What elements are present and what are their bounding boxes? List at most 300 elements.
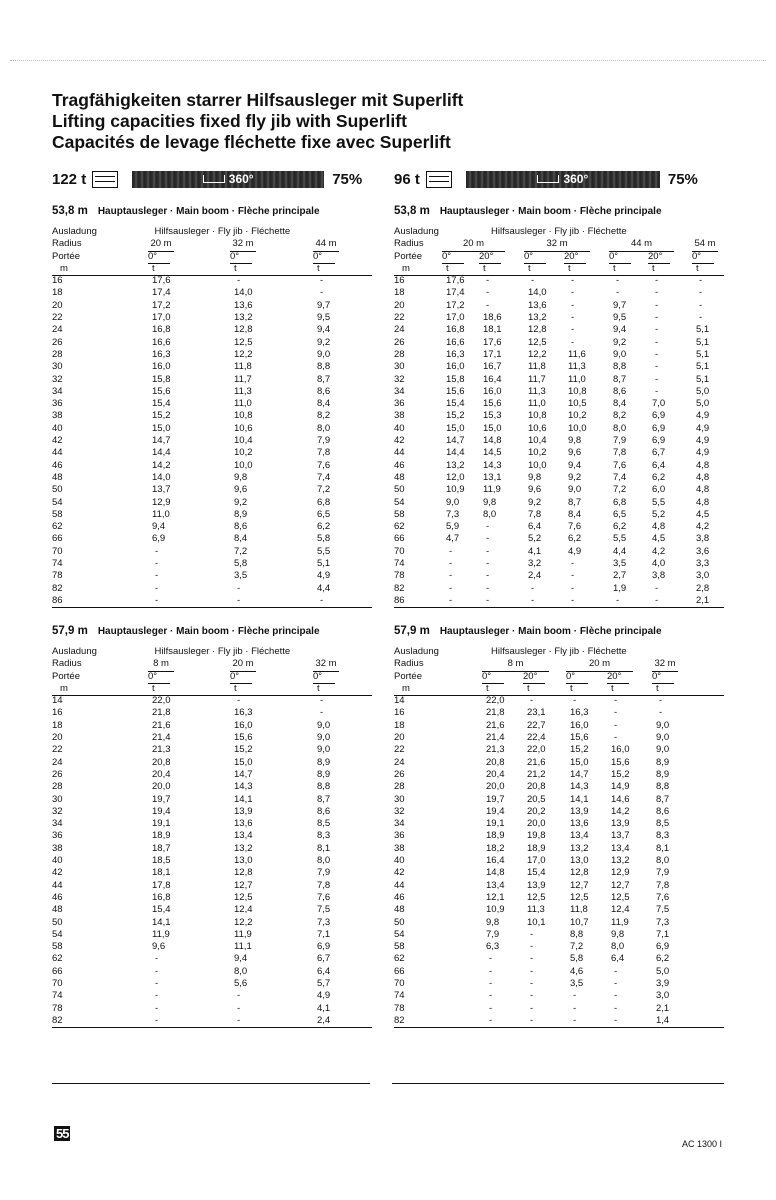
capacity-value: 3,6 [696,545,710,557]
radius-value: 40 [394,422,405,434]
capacity-value: - [655,373,659,385]
capacity-value: 6,9 [152,533,166,545]
capacity-value: 6,7 [317,953,331,965]
radius-value: 20 [394,299,405,311]
capacity-value: 9,0 [656,744,670,756]
table-row [52,558,372,570]
capacity-value: 13,2 [234,312,253,324]
capacity-value: 4,9 [696,435,710,447]
capacity-value: 14,3 [483,459,502,471]
radius-label-en: Radius [394,658,424,670]
radius-value: 46 [394,459,405,471]
capacity-value: - [237,594,241,606]
radius-label-fr: Portée [394,250,422,262]
radius-value: 32 [52,373,63,385]
table-row [52,337,372,349]
radius-value: 48 [52,904,63,916]
footer-rule-left [52,1083,370,1084]
capacity-value: 4,9 [317,570,331,582]
capacity-value: 7,8 [656,879,670,891]
capacity-value: 4,9 [568,545,582,557]
capacity-value: 11,9 [483,484,501,496]
capacity-value: 15,0 [570,756,589,768]
capacity-value: 6,4 [317,965,331,977]
unit-ton: t [570,682,573,694]
title-german: Tragfähigkeiten starrer Hilfsausleger mit Superlift [52,90,464,110]
capacity-table [394,646,724,1027]
capacity-value: 14,1 [152,916,171,928]
capacity-value: 4,8 [696,484,710,496]
table-row [52,435,372,447]
radius-value: 28 [394,781,405,793]
capacity-value: 2,4 [317,1014,331,1026]
capacity-value: 14,1 [234,793,253,805]
capacity-value: 11,7 [234,373,252,385]
capacity-value: 3,5 [570,978,584,990]
capacity-value: 16,4 [486,855,505,867]
capacity-value: 10,9 [486,904,505,916]
capacity-value: 13,2 [234,842,253,854]
capacity-value: - [655,299,659,311]
capacity-value: - [573,990,577,1002]
capacity-value: - [614,990,618,1002]
capacity-value: 6,2 [656,953,670,965]
radius-value: 74 [52,558,63,570]
table-row [394,570,724,582]
table-row [394,497,724,509]
capacity-value: 10,8 [234,410,253,422]
capacity-value: - [489,953,493,965]
table-row [52,990,372,1002]
jib-length: 20 m [230,658,256,671]
unit-ton: t [446,262,449,274]
jib-length: 32 m [313,658,339,671]
capacity-value: - [571,275,575,287]
capacity-value: 8,4 [568,508,582,520]
jib-length: 20 m [148,238,174,251]
radius-value: 62 [52,953,63,965]
table-row [52,324,372,336]
jib-angle: 0° [609,251,631,264]
radius-value: 26 [394,768,405,780]
capacity-value: 12,9 [152,496,171,508]
unit-ton: t [483,262,486,274]
capacity-value: - [655,275,659,287]
fly-jib-label: Hilfsausleger · Fly jib · Fléchette [154,646,291,657]
table-row [52,300,372,312]
unit-meter: m [402,682,410,694]
radius-value: 58 [394,941,405,953]
capacity-value: 18,9 [152,830,171,842]
capacity-value: 19,4 [486,805,505,817]
capacity-value: 18,6 [483,312,502,324]
radius-value: 48 [394,471,405,483]
capacity-value: 15,4 [527,867,546,879]
capacity-value: 13,2 [611,855,630,867]
radius-value: 18 [394,719,405,731]
capacity-value: 4,2 [652,545,666,557]
capacity-value: - [486,558,490,570]
capacity-value: 3,5 [613,558,627,570]
capacity-value: 8,0 [483,508,497,520]
counterweight-icon [426,171,452,188]
jib-angle: 0° [230,251,252,264]
capacity-value: 13,1 [483,471,502,483]
capacity-value: - [571,287,575,299]
unit-ton: t [652,262,655,274]
capacity-value: - [571,299,575,311]
capacity-value: 14,0 [528,287,547,299]
capacity-value: 18,7 [152,842,171,854]
capacity-value: 10,0 [234,459,253,471]
table-row [394,583,724,595]
capacity-value: - [486,582,490,594]
capacity-value: 12,4 [611,904,630,916]
radius-value: 50 [52,484,63,496]
table-row [394,386,724,398]
capacity-value: - [155,990,159,1002]
capacity-value: - [449,545,453,557]
jib-length: 54 m [692,238,718,251]
capacity-value: 7,2 [234,545,248,557]
radius-value: 42 [52,867,63,879]
radius-value: 40 [394,855,405,867]
capacity-value: 17,1 [483,348,502,360]
radius-value: 38 [394,842,405,854]
capacity-value: 20,4 [152,768,171,780]
capacity-value: 9,8 [611,928,625,940]
capacity-value: 16,6 [152,336,171,348]
capacity-table [394,226,724,607]
capacity-value: 9,5 [317,312,331,324]
capacity-value: - [155,594,159,606]
capacity-value: 3,8 [652,570,666,582]
capacity-value: 19,1 [486,818,505,830]
capacity-value: 21,3 [486,744,505,756]
capacity-value: 3,5 [234,570,248,582]
jib-angle: 20° [648,251,670,264]
capacity-value: 5,5 [613,533,627,545]
capacity-value: 20,5 [527,793,546,805]
capacity-value: 17,6 [152,275,171,287]
capacity-value: - [155,545,159,557]
capacity-value: 16,0 [611,744,630,756]
radius-value: 20 [52,732,63,744]
capacity-value: 6,7 [652,447,666,459]
radius-value: 36 [394,830,405,842]
capacity-value: 11,9 [611,916,629,928]
capacity-value: 7,1 [317,928,331,940]
capacity-value: 9,2 [317,336,331,348]
radius-value: 62 [394,953,405,965]
table-row [52,312,372,324]
table-bottom-rule [52,1027,372,1028]
unit-ton: t [152,682,155,694]
capacity-value: 13,7 [611,830,630,842]
capacity-value: 12,2 [528,348,547,360]
radius-value: 70 [52,978,63,990]
capacity-value: 13,4 [570,830,589,842]
capacity-value: - [530,965,534,977]
capacity-value: 3,3 [696,558,710,570]
capacity-value: - [486,594,490,606]
radius-value: 14 [52,695,63,707]
radius-value: 54 [52,496,63,508]
units-row [52,683,372,695]
capacity-value: 17,8 [152,879,171,891]
capacity-value: 14,0 [234,287,253,299]
percent-value: 75% [332,170,363,188]
capacity-value: - [489,978,493,990]
table-row [52,484,372,496]
radius-value: 62 [52,521,63,533]
jib-length: 8 m [482,658,549,671]
table-row [394,287,724,299]
table-row [52,707,372,719]
capacity-value: 12,4 [234,904,253,916]
radius-value: 58 [394,508,405,520]
capacity-value: 21,2 [527,768,546,780]
radius-value: 38 [394,410,405,422]
capacity-value: 9,0 [317,744,331,756]
table-row [394,374,724,386]
capacity-value: 8,2 [317,410,331,422]
capacity-value: 9,0 [656,732,670,744]
capacity-value: 10,5 [568,398,587,410]
capacity-value: 7,9 [486,928,500,940]
table-row [52,447,372,459]
capacity-value: 8,8 [570,928,584,940]
radius-value: 54 [394,928,405,940]
table-row [394,794,724,806]
crane-symbol-icon [537,175,559,183]
capacity-value: 11,8 [234,361,252,373]
radius-value: 26 [52,768,63,780]
capacity-value: 8,8 [317,361,331,373]
capacity-value: 13,0 [570,855,589,867]
radius-value: 30 [394,793,405,805]
capacity-value: 17,6 [483,336,502,348]
radius-value: 22 [394,744,405,756]
table-row [394,818,724,830]
capacity-value: 22,4 [527,732,546,744]
table-row [394,707,724,719]
table-row [52,978,372,990]
jib-angle: 0° [652,671,674,684]
capacity-value: - [571,570,575,582]
table-row [52,533,372,545]
capacity-value: 8,0 [656,855,670,867]
radius-value: 28 [52,781,63,793]
capacity-value: 15,0 [152,422,171,434]
capacity-value: 6,4 [528,521,542,533]
capacity-value: - [489,1014,493,1026]
jib-angle: 0° [692,251,714,264]
table-row [394,806,724,818]
capacity-value: - [530,978,534,990]
capacity-value: 9,0 [317,719,331,731]
unit-meter: m [60,262,68,274]
capacity-value: 22,0 [527,744,546,756]
capacity-value: - [699,275,703,287]
capacity-value: 8,0 [317,422,331,434]
radius-value: 46 [52,459,63,471]
capacity-value: - [614,695,618,707]
capacity-value: 16,3 [152,348,171,360]
capacity-value: 9,8 [234,471,248,483]
capacity-value: 12,5 [570,891,589,903]
radius-label-de: Ausladung [52,646,97,657]
capacity-value: 14,0 [152,471,171,483]
table-row [394,423,724,435]
capacity-value: 17,2 [446,299,465,311]
radius-value: 82 [394,582,405,594]
capacity-value: - [573,1002,577,1014]
capacity-value: 10,4 [234,435,253,447]
radius-value: 26 [394,336,405,348]
capacity-value: 4,7 [446,533,460,545]
table-row [52,695,372,707]
capacity-value: 14,2 [152,459,171,471]
capacity-value: 15,0 [234,756,253,768]
capacity-value: - [699,299,703,311]
radius-value: 86 [394,594,405,606]
capacity-value: 8,6 [613,385,627,397]
capacity-value: 11,0 [568,373,586,385]
capacity-value: 14,4 [446,447,465,459]
table-row [394,781,724,793]
capacity-value: 5,1 [317,558,331,570]
section-title [52,205,320,217]
capacity-value: - [655,348,659,360]
radius-label-en: Radius [52,238,82,250]
header-row [394,251,724,263]
table-row [394,349,724,361]
capacity-value: 12,5 [234,336,253,348]
table-row [52,497,372,509]
radius-value: 54 [394,496,405,508]
capacity-value: 10,6 [528,422,547,434]
table-row [394,966,724,978]
capacity-value: - [449,582,453,594]
capacity-value: 8,0 [234,965,248,977]
capacity-value: - [155,978,159,990]
capacity-value: 10,4 [528,435,547,447]
capacity-value: 16,3 [234,707,253,719]
radius-label-fr: Portée [52,250,80,262]
capacity-value: 1,9 [613,582,627,594]
capacity-value: 11,3 [568,361,586,373]
capacity-value: 17,4 [152,287,171,299]
table-row [394,324,724,336]
capacity-value: - [530,928,534,940]
capacity-value: 8,9 [656,768,670,780]
radius-value: 32 [394,373,405,385]
capacity-value: 8,9 [234,508,248,520]
capacity-value: 7,3 [317,916,331,928]
radius-value: 34 [394,385,405,397]
capacity-value: 13,2 [446,459,465,471]
radius-value: 82 [52,1014,63,1026]
capacity-value: 8,6 [234,521,248,533]
capacity-value: 21,4 [152,732,171,744]
boom-length: 57,9 m [394,625,430,637]
radius-value: 36 [394,398,405,410]
capacity-value: 10,9 [446,484,465,496]
radius-value: 48 [52,471,63,483]
capacity-value: 11,3 [234,385,252,397]
table-row [394,337,724,349]
jib-length: 44 m [313,238,339,251]
capacity-value: 13,6 [234,818,253,830]
capacity-value: 6,2 [613,521,627,533]
capacity-value: 17,0 [446,312,465,324]
table-row [394,953,724,965]
table-row [52,966,372,978]
radius-value: 38 [52,842,63,854]
capacity-value: - [616,594,620,606]
capacity-value: 7,6 [317,891,331,903]
capacity-value: 19,7 [486,793,505,805]
radius-value: 48 [394,904,405,916]
capacity-value: 8,6 [317,805,331,817]
header-row [394,671,724,683]
capacity-value: 16,0 [483,385,502,397]
table-row [52,398,372,410]
table-row [52,757,372,769]
radius-value: 34 [52,385,63,397]
capacity-value: - [530,1002,534,1014]
capacity-value: 20,0 [152,781,171,793]
capacity-value: 4,9 [696,422,710,434]
jib-length: 32 m [524,238,590,251]
capacity-value: - [530,941,534,953]
capacity-value: 13,9 [570,805,589,817]
capacity-value: 8,8 [613,361,627,373]
capacity-value: 5,0 [656,965,670,977]
model-code: AC 1300 I [682,1139,723,1149]
table-row [52,521,372,533]
capacity-value: - [699,312,703,324]
radius-value: 22 [52,312,63,324]
radius-value: 44 [394,447,405,459]
table-row [52,929,372,941]
capacity-value: 14,3 [570,781,589,793]
capacity-value: 9,2 [528,496,542,508]
capacity-value: - [616,275,620,287]
capacity-value: 19,8 [527,830,546,842]
capacity-value: 12,0 [446,471,465,483]
capacity-value: 15,2 [152,410,171,422]
capacity-value: 15,4 [152,904,171,916]
table-row [394,917,724,929]
jib-angle: 0° [524,251,546,264]
capacity-value: - [655,312,659,324]
table-row [52,374,372,386]
capacity-value: 13,4 [234,830,253,842]
table-row [394,509,724,521]
capacity-value: 21,6 [152,719,171,731]
table-row [52,595,372,607]
capacity-value: - [614,1014,618,1026]
capacity-value: - [530,695,534,707]
radius-value: 74 [394,990,405,1002]
capacity-value: 12,8 [234,867,253,879]
capacity-value: 11,6 [568,348,586,360]
capacity-value: 7,9 [317,435,331,447]
table-bottom-rule [394,607,724,608]
radius-value: 62 [394,521,405,533]
